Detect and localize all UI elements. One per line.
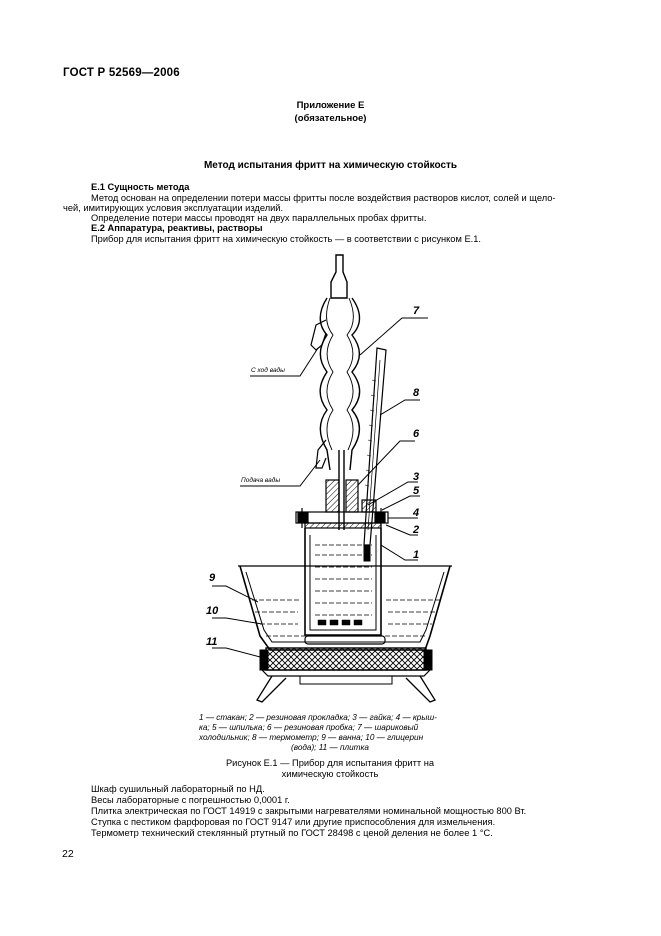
hot-plate: [257, 648, 435, 702]
e2-heading: Е.2 Аппаратура, реактивы, растворы: [91, 223, 263, 233]
e1-paragraph2: Определение потери массы проводят на двух параллельных пробах фритты.: [91, 213, 427, 223]
appendix-subtitle: (обязательное): [294, 113, 367, 124]
label-1: 1: [413, 549, 420, 561]
e2-paragraph: Прибор для испытания фритт на химическую стойкость — в соответствии с рисунком Е.1.: [91, 234, 481, 244]
equipment-item: Термометр технический стеклянный ртутный по ГОСТ 28498 с ценой деления не более 1 °С.: [91, 828, 493, 838]
leader-lines: [212, 318, 428, 658]
e1-heading: Е.1 Сущность метода: [91, 182, 190, 192]
figure-caption-line2: химическую стойкость: [281, 769, 379, 779]
label-2: 2: [413, 524, 420, 536]
e1-paragraph-line1: Метод основан на определении потери массы фритты после воздействия растворов кислот, солей и щело-: [91, 193, 556, 203]
figure-legend-line2: ка; 5 — шпилька; 6 — резиновая пробка; 7 — шариковый: [199, 723, 419, 732]
section-title: Метод испытания фритт на химическую стойкость: [203, 160, 458, 171]
label-6: 6: [413, 428, 420, 440]
label-7: 7: [413, 305, 420, 317]
label-3: 3: [413, 471, 420, 483]
label-water-in: Подача вады: [241, 477, 281, 484]
appendix-title: Приложение Е: [296, 100, 365, 111]
equipment-item: Весы лабораторные с погрешностью 0,0001 г.: [91, 795, 290, 805]
label-4: 4: [413, 507, 420, 519]
equipment-item: Ступка с пестиком фарфоровая по ГОСТ 9147 или другие приспособления для измельчения.: [91, 817, 496, 827]
e1-paragraph-line2: чей, имитирующих условия эксплуатации изделий.: [63, 203, 284, 213]
label-10: 10: [206, 605, 219, 617]
equipment-item: Шкаф сушильный лабораторный по НД.: [91, 784, 265, 794]
document-header: ГОСТ Р 52569—2006: [63, 67, 180, 79]
figure-legend-line4: (вода); 11 — плитка: [291, 743, 369, 752]
label-9: 9: [209, 572, 216, 584]
label-5: 5: [413, 485, 420, 497]
equipment-item: Плитка электрическая по ГОСТ 14919 с закрытыми нагревателями номинальной мощностью 800 Вт.: [91, 806, 527, 816]
figure-caption-line1: Рисунок Е.1 — Прибор для испытания фритт на: [225, 758, 435, 768]
label-11: 11: [206, 636, 218, 648]
label-water-out: С ход вады: [251, 367, 285, 374]
figure-legend-line1: 1 — стакан; 2 — резиновая прокладка; 3 — гайка; 4 — крыш-: [199, 713, 437, 722]
figure-legend-line3: холодильник; 8 — термометр; 9 — ванна; 10 — глицерин: [199, 733, 424, 742]
label-8: 8: [413, 387, 420, 399]
thermometer: [364, 348, 386, 561]
page-number: 22: [62, 848, 74, 860]
